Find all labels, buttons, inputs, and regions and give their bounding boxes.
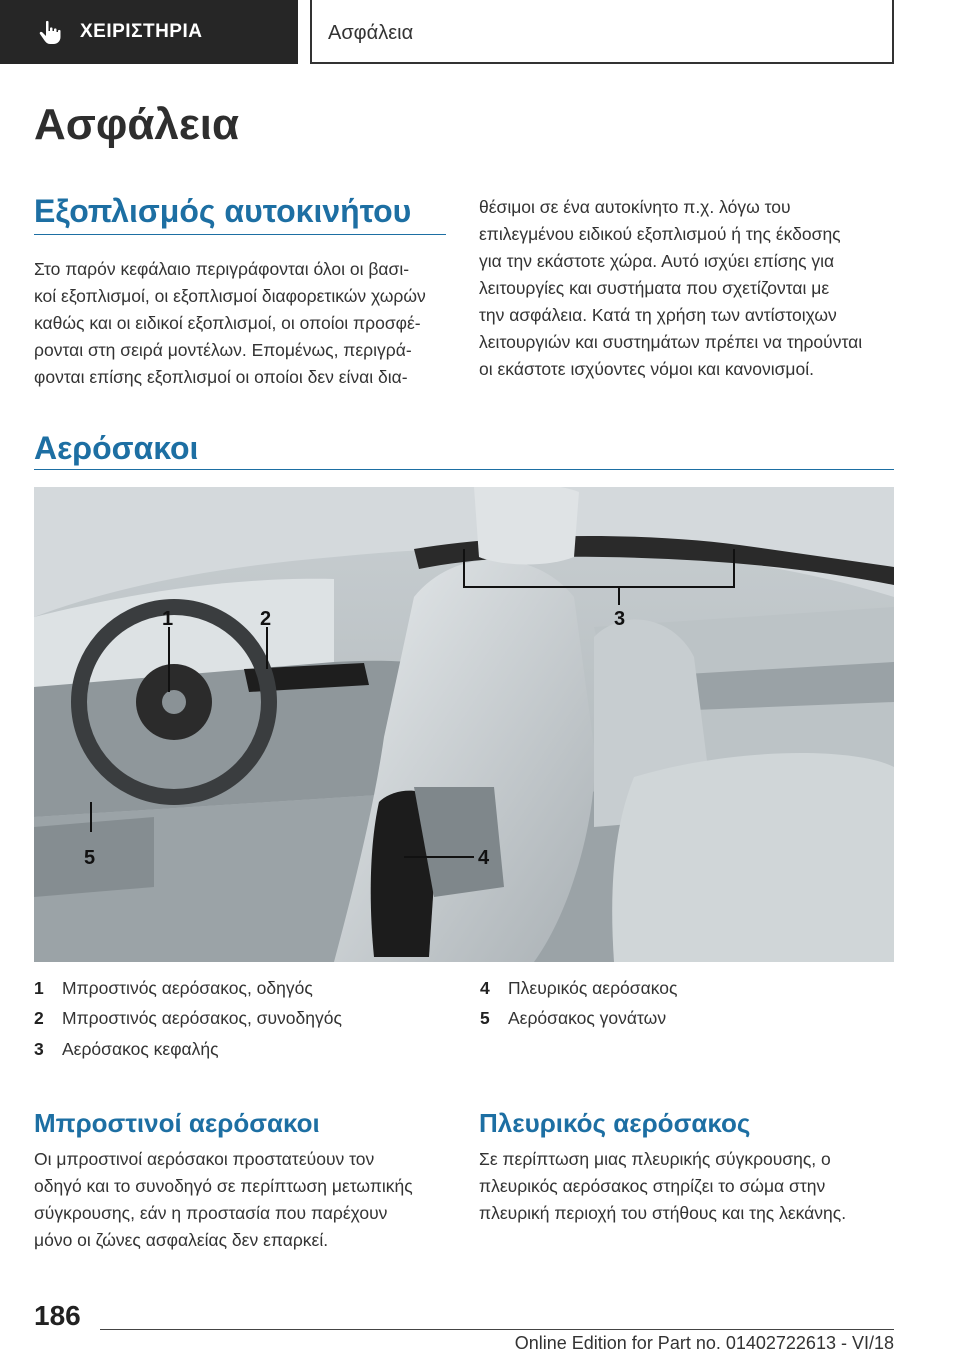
page-number: 186 bbox=[34, 1300, 81, 1331]
text-line: Οι μπροστινοί αερόσακοι προστατεύουν τον bbox=[34, 1149, 375, 1169]
text-line: πλευρική περιοχή του στήθους και της λεκάνης. bbox=[479, 1203, 847, 1223]
section-tab bbox=[0, 0, 298, 64]
text-line: καθώς και οι ειδικοί εξοπλισμοί, οι οποίοι προσφέ‐ bbox=[34, 313, 421, 333]
text-line: ρονται στη σειρά μοντέλων. Επομένως, περιγρά‐ bbox=[34, 340, 412, 360]
text-line: φονται επίσης εξοπλισμοί οι οποίοι δεν είναι δια‐ bbox=[34, 367, 408, 387]
legend-text: Πλευρικός αερόσακος bbox=[508, 978, 678, 998]
legend-left bbox=[34, 978, 454, 1068]
legend-text: Μπροστινός αερόσακος, οδηγός bbox=[62, 978, 313, 998]
side-airbag-heading: Πλευρικός αερόσακος bbox=[479, 1108, 751, 1138]
text-line: λειτουργιών και συστημάτων πρέπει να τηρούνται bbox=[479, 332, 863, 352]
legend-number: 1 bbox=[34, 978, 44, 998]
text-line: Σε περίπτωση μιας πλευρικής σύγκρουσης, ο bbox=[479, 1149, 831, 1169]
chapter-tab bbox=[310, 0, 894, 64]
equipment-heading: Εξοπλισμός αυτοκινήτου bbox=[34, 193, 412, 229]
legend-number: 2 bbox=[34, 1008, 44, 1028]
airbags-heading-rule bbox=[34, 469, 894, 470]
text-line: για την εκάστοτε χώρα. Αυτό ισχύει επίσης για bbox=[479, 251, 835, 271]
legend-number: 5 bbox=[480, 1008, 490, 1028]
section-label: ΧΕΙΡΙΣΤΗΡΙΑ bbox=[80, 21, 203, 42]
equipment-text-right bbox=[479, 194, 862, 383]
car-interior-illustration bbox=[34, 487, 894, 962]
text-line: λειτουργίες και συστήματα που σχετίζονται με bbox=[479, 278, 830, 298]
equipment-heading-rule bbox=[34, 234, 446, 235]
text-line: Στο παρόν κεφάλαιο περιγράφονται όλοι οι βασι‐ bbox=[34, 259, 410, 279]
airbag-diagram bbox=[34, 487, 894, 962]
legend-number: 4 bbox=[480, 978, 490, 998]
callout-5: 5 bbox=[84, 847, 96, 869]
text-line: σύγκρουσης, εάν η προστασία που παρέχουν bbox=[34, 1203, 388, 1223]
text-line: επιλεγμένου ειδικού εξοπλισμού ή της έκδοσης bbox=[479, 224, 841, 244]
equipment-text-left bbox=[34, 256, 426, 391]
legend-number: 3 bbox=[34, 1039, 44, 1059]
footer-rule bbox=[100, 1329, 894, 1330]
text-line: οδηγό και το συνοδηγό σε περίπτωση μετωπικής bbox=[34, 1176, 413, 1196]
callout-2: 2 bbox=[260, 608, 272, 630]
callout-3: 3 bbox=[614, 608, 626, 630]
legend-text: Αερόσακος γονάτων bbox=[508, 1008, 667, 1028]
chapter-label: Ασφάλεια bbox=[328, 22, 414, 44]
side-airbag-text bbox=[479, 1146, 846, 1227]
legend-right bbox=[480, 978, 880, 1038]
callout-4: 4 bbox=[478, 847, 490, 869]
callout-1: 1 bbox=[162, 608, 174, 630]
edition-note: Online Edition for Part no. 01402722613 - VI/18 bbox=[514, 1333, 894, 1353]
hand-pointer-icon bbox=[36, 18, 64, 46]
front-airbags-text bbox=[34, 1146, 413, 1254]
text-line: κοί εξοπλισμοί, οι εξοπλισμοί διαφορετικών χωρών bbox=[34, 286, 426, 306]
legend-text: Αερόσακος κεφαλής bbox=[62, 1039, 219, 1059]
airbags-heading: Αερόσακοι bbox=[34, 430, 199, 466]
text-line: οι εκάστοτε ισχύοντες νόμοι και κανονισμοί. bbox=[479, 359, 814, 379]
text-line: την ασφάλεια. Κατά τη χρήση των αντίστοιχων bbox=[479, 305, 837, 325]
page-title: Ασφάλεια bbox=[34, 100, 240, 149]
text-line: πλευρικός αερόσακος στηρίζει το σώμα στην bbox=[479, 1176, 826, 1196]
front-airbags-heading: Μπροστινοί αερόσακοι bbox=[34, 1108, 320, 1138]
text-line: θέσιμοι σε ένα αυτοκίνητο π.χ. λόγω του bbox=[479, 197, 791, 217]
legend-text: Μπροστινός αερόσακος, συνοδηγός bbox=[62, 1008, 342, 1028]
text-line: μόνο οι ζώνες ασφαλείας δεν επαρκεί. bbox=[34, 1230, 329, 1250]
